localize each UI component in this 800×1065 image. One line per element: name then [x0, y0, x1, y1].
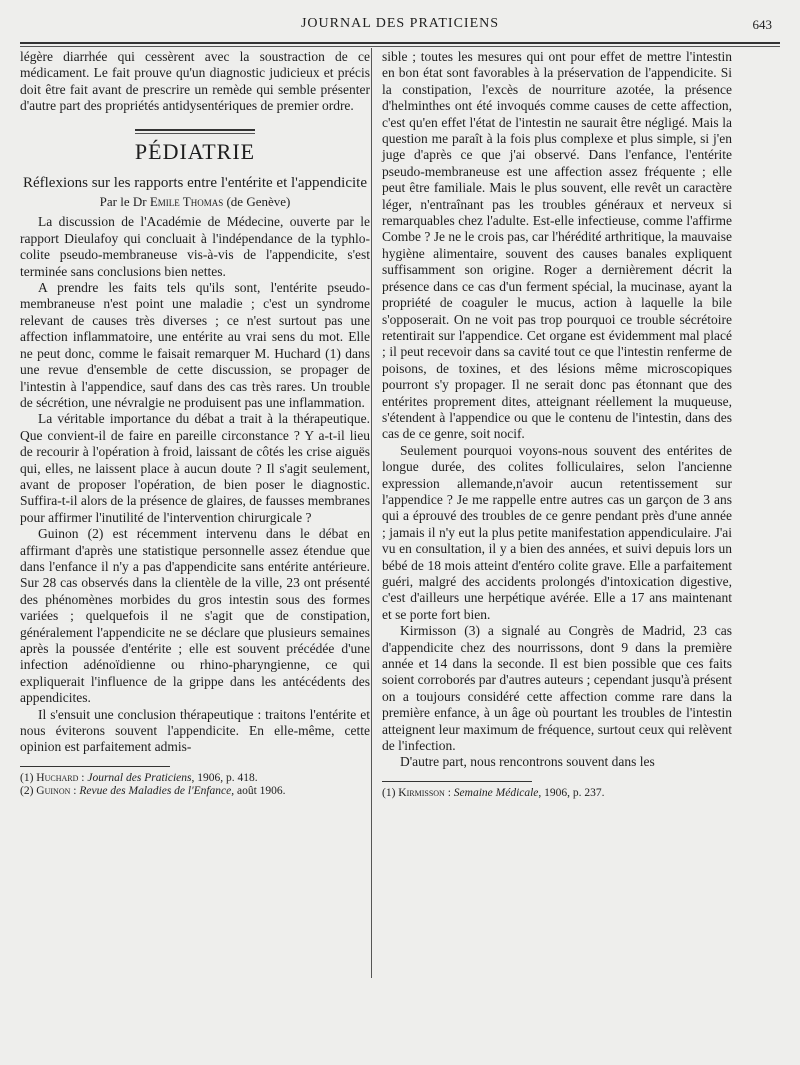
footnote-author: Huchard — [36, 771, 79, 784]
paragraph: sible ; toutes les mesures qui ont pour effet de mettre l'intestin en bon état sont favorables à la préservation de l'appendicite. Si la constipation, l'excès de nourriture azotée, la présence d'helminthes ont été invoqués comme causes de cette affection, c'est qu'en effet l'état de l'intestin ne saurait être négligé. Mais la question me paraît à la fois plus complexe et plus simple, si j'en juge d'après ce que j'ai observé. Dans l'enfance, l'entérite pseudo-membraneuse est une affection assez fréquente ; elle peut être familiale. Mais le plus souvent, elle revêt un caractère léger, n'entraînant pas les troubles généraux et nerveux si remarquables chez l'adulte. Est-elle infectieuse, comme l'affirme Combe ? Je ne le crois pas, car l'hérédité arthritique, la mauvaise hygiène alimentaire, souvent des causes banales expliquent suffisamment son origine. Roger a dernièrement décrit la présence dans ce cas d'un ferment spécial, la mucinase, ayant la propriété de coaguler le mucus, action à laquelle la bile s'opposerait. On ne voit pas trop pourquoi ce trouble sécrétoire retentirait sur l'appendice. Cet organe est évidemment mal placé ; il peut recevoir dans sa cavité tout ce que l'intestin renferme de poisons, de toxines, et des lésions même microscopiques pourront s'y propager. Il ne serait donc pas étonnant que des entérites proprement dites, atteignant réellement la muqueuse, s'étendent à l'appendice ou que le contenu de l'intestin, dans des cas de ce genre, soit nocif. — [382, 49, 732, 442]
footnote-author: Kirmisson — [398, 786, 445, 799]
footnote-tail: , 1906, p. 418. — [191, 771, 258, 784]
footnote — [20, 785, 370, 799]
footnote-number: (2) — [20, 785, 34, 798]
footnote-rule — [382, 781, 532, 782]
footnote — [20, 772, 370, 786]
header-rule-thin — [20, 46, 780, 47]
footnote-title: Journal des Praticiens — [87, 771, 192, 784]
article-title: Réflexions sur les rapports entre l'entérite et l'appendicite — [22, 175, 368, 192]
paragraph: Seulement pourquoi voyons-nous souvent des entérites de longue durée, des colites folliculaires, selon l'ancienne expression allemande,n'avoir aucun retentissement sur l'appendice ? Je me rappelle entre autres cas un garçon de 3 ans qui a éprouvé des troubles de ce genre pendant près d'une année ; jamais il n'y eut la plus petite manifestation appendiculaire. J'ai vu en consultation, il y a bien des années, et suivi depuis lors un bébé de 18 mois atteint d'entéro colite grave. Elle a parfaitement guéri, malgré des accidents prolongés d'intoxication digestive, c'est d'ailleurs une herpétique avérée. Elle a 17 ans maintenant et se porte fort bien. — [382, 442, 732, 622]
footnote-tail: , août 1906. — [231, 785, 286, 798]
footnote-sep: : — [70, 785, 80, 798]
paragraph: Guinon (2) est récemment intervenu dans le débat en affirmant d'après une statistique personnelle assez étendue que dans l'enfance il n'y a pas d'appendicite sans entérite antérieure. Sur 28 cas observés dans la clientèle de la ville, 23 ont présenté des phénomènes morbides du gros intestin sous des formes variées ; quelquefois il ne s'agit que de constipation, généralement l'appendicite ne se déclare que plusieurs semaines après la poussée d'entérite ; elle est souvent précédée d'une infection adénoïdienne ou rhino-pharyngienne, ce qui expliquerait l'influence de la grippe dans les antécédents des appendicites. — [20, 526, 370, 706]
left-column — [20, 49, 370, 799]
page-header — [20, 8, 780, 36]
page-number: 643 — [752, 17, 772, 32]
paragraph: D'autre part, nous rencontrons souvent dans les — [400, 754, 655, 770]
right-column — [382, 49, 732, 800]
byline-prefix: Par le Dr — [99, 194, 147, 210]
footnote-rule — [20, 766, 170, 767]
byline — [20, 194, 370, 210]
footnote-number: (1) — [382, 786, 396, 799]
footnote-tail: , 1906, p. 237. — [538, 786, 605, 799]
section-divider — [135, 129, 255, 134]
footnote-sep: : — [78, 771, 88, 784]
footnote-title: Revue des Maladies de l'Enfance — [79, 785, 232, 798]
paragraph: Kirmisson (3) a signalé au Congrès de Madrid, 23 cas d'appendicite chez des nourrissons, dont 9 dans la première année et 14 dans la seconde. Il est bien possible que ces faits soient corroborés par d'autres auteurs ; cependant jusqu'à présent on a toujours considéré cette affection comme rare dans la première enfance, à un âge où pourtant les troubles de l'intestin atteignent leur maximum de fréquence, surtout ceux qui relèvent de l'infection. — [382, 623, 732, 754]
paragraph: Il s'ensuit une conclusion thérapeutique : traitons l'entérite et nous éviterons souvent l'appendicite. En elle-même, cette opinion est parfaitement admis- — [20, 706, 370, 755]
byline-author: Emile Thomas — [149, 194, 224, 210]
footnote — [382, 787, 732, 801]
paragraph: A prendre les faits tels qu'ils sont, l'entérite pseudo-membraneuse n'est point une maladie ; c'est un syndrome relevant de causes très diverses ; ce n'est surtout pas une affection inflammatoire, une entérite au vrai sens du mot. Elle ne peut donc, comme le faisait remarquer M. Huchard (1) dans une revue d'ensemble de cette discussion, se propager de l'intestin à l'appendice, sauf dans des cas très rares. Un trouble de sécrétion, une névralgie ne produisent pas une inflammation. — [20, 280, 370, 410]
byline-affiliation: (de Genève) — [226, 194, 291, 210]
footnote-title: Semaine Médicale — [453, 786, 539, 799]
intro-paragraph: légère diarrhée qui cessèrent avec la soustraction de ce médicament. Le fait prouve qu'un diagnostic judicieux et précis doit être fait avant de prescrire un remède qui semble présenter d'autre part des propriétés antidysentériques de premier ordre. — [20, 49, 370, 114]
column-divider — [371, 48, 372, 978]
paragraph: La véritable importance du débat a trait à la thérapeutique. Que convient-il de faire en pareille circonstance ? Y a-t-il lieu de recourir à l'opération à froid, laissant de côtés les crise aiguës qui, elles, ne laissent place à aucun doute ? Il s'agit seulement, avant de proposer l'opération, de bien poser le diagnostic. Suffira-t-il alors de la présence de glaires, de fausses membranes pour affirmer l'inutilité de l'intervention chirurgicale ? — [20, 411, 370, 525]
footnote-number: (1) — [20, 771, 34, 784]
paragraph: La discussion de l'Académie de Médecine, ouverte par le rapport Dieulafoy qui concluait à l'indépendance de la typhlo-colite pseudo-membraneuse vis-à-vis de l'appendicite, s'est terminée sans conclusions bien nettes. — [20, 214, 370, 279]
journal-title: JOURNAL DES PRATICIENS — [300, 16, 500, 31]
footnote-sep: : — [444, 786, 454, 799]
footnote-author: Guinon — [36, 785, 71, 798]
header-rule — [20, 42, 780, 44]
section-title: PÉDIATRIE — [134, 138, 256, 164]
